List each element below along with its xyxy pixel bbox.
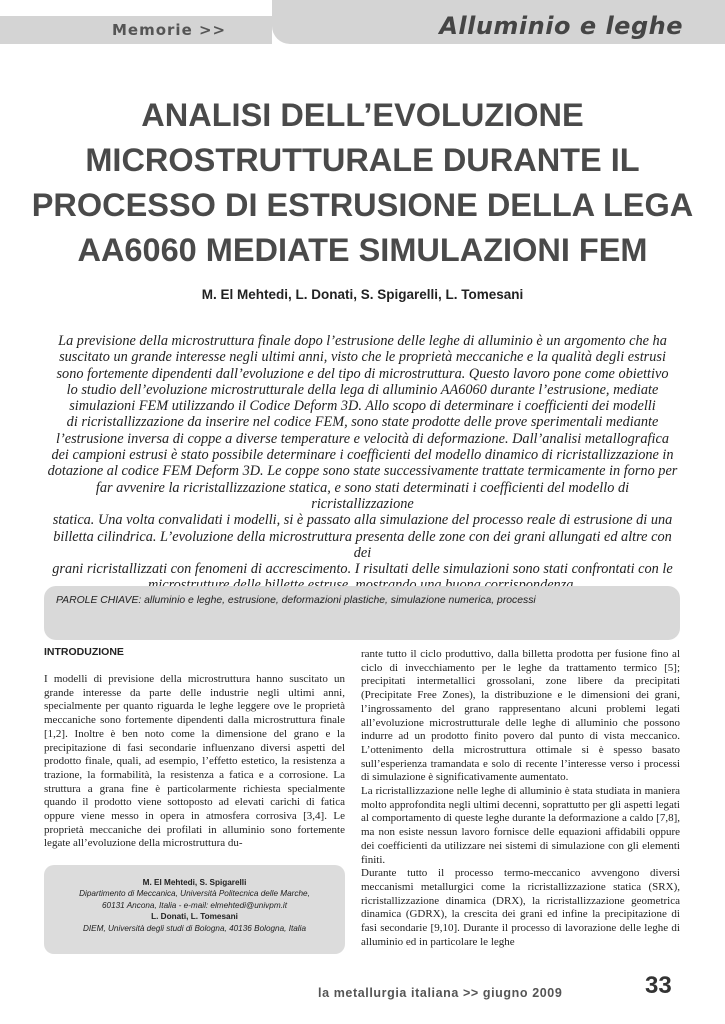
affiliation-line: Dipartimento di Meccanica, Università Politecnica delle Marche, — [79, 889, 310, 899]
body-paragraph: La ricristallizzazione nelle leghe di alluminio è stata studiata in maniera molto approfondita negli ultimi decenni, soprattutto per gli aspetti legati al comportamento di queste leghe durante la deformazione a caldo [7,8], ma non esiste nessun lavoro fornisce delle equazioni affidabili oppure dei coefficienti da utilizzare nei sistemi di simulazione con gli elementi finiti. — [361, 785, 680, 866]
abstract-line: sono fortemente dipendenti dall’evoluzione e del tipo di microstruttura. Questo lavoro pone come obiettivo — [56, 365, 669, 382]
keywords-box — [44, 586, 680, 640]
affiliation-authors: M. El Mehtedi, S. Spigarelli — [142, 878, 247, 887]
title-line: AA6060 MEDIATE SIMULAZIONI FEM — [77, 232, 648, 268]
affiliation-line: 60131 Ancona, Italia - e-mail: elmehtedi@univpm.it — [101, 900, 288, 910]
journal-footer: la metallurgia italiana >> giugno 2009 — [318, 986, 563, 1000]
keywords: PAROLE CHIAVE: alluminio e leghe, estrusione, deformazioni plastiche, simulazione numerica, processi — [56, 595, 536, 606]
body-paragraph: Durante tutto il processo termo-meccanico avvengono diversi meccanismi metallurgici come la ricristallizzazione statica (SRX), ricristallizzazione dinamica (DRX), la ricristallizzazione geometrica dinamica (GDRX), la crescita dei grani ed infine la precipitazione di fasi secondarie [9,10]. Durante il processo di lavorazione delle leghe di alluminio ed in particolare le leghe — [361, 867, 680, 948]
abstract-line: dotazione al codice FEM Deform 3D. Le coppe sono state successivamente trattate termicamente in forno per — [47, 463, 678, 480]
abstract-line: lo studio dell’evoluzione microstrutturale della lega di alluminio AA6060 durante l’estrusione, mediate — [66, 381, 659, 398]
body-column-left — [44, 673, 345, 851]
body-column-right — [361, 648, 680, 949]
abstract — [46, 333, 679, 594]
body-paragraph: rante tutto il ciclo produttivo, dalla billetta prodotta per fusione fino al ciclo di invecchiamento per le leghe da trattamento termico [5]; precipitati intermetallici grossolani, zone libere da precipitati (Precipitate Free Zones), la distribuzione e le dimensioni dei grani, l’ingrossamento del grano rappresentano alcuni problemi legati all’evoluzione microstrutturale delle leghe di alluminio che possono indurre ad un prodotto finito povero dal punto di vista meccanico. L’ottenimento della microstruttura ottimale si è spesso basato sull’esperienza tramandata e solo di recente l’interesse verso i processi di simulazione è significativamente aumentato. — [361, 648, 680, 784]
article-authors: M. El Mehtedi, L. Donati, S. Spigarelli, L. Tomesani — [201, 287, 524, 302]
abstract-line: dei campioni estrusi è stato possibile determinare i coefficienti del modello dinamico di ricristallizzazione in — [51, 447, 674, 464]
body-paragraph: I modelli di previsione della microstruttura hanno suscitato un grande interesse da parte delle industrie negli ultimi anni, specialmente per quanto riguarda le leghe leggere ove le proprietà meccaniche sono fortemente dipendenti dalla microstruttura finale [1,2]. Inoltre è ben noto come la dimensione del grano e la precipitazione di fasi secondarie influenzano diversi aspetti del prodotto finale, quali, ad esempio, l’effetto estetico, la resistenza a trazione, la formabilità, la resistenza a fatica e a corrosione. La struttura a grana fine è particolarmente richiesta specialmente quando il prodotto viene sottoposto ad elevati carichi di fatica oppure viene messo in opera in atmosfera corrosiva [3,4]. Le proprietà meccaniche dei profilati in alluminio sono fortemente legate all’evoluzione della microstruttura du- — [44, 673, 345, 850]
affiliation-box — [44, 865, 345, 954]
abstract-line: La previsione della microstruttura finale dopo l’estrusione delle leghe di alluminio è un argomento che ha — [58, 333, 667, 349]
title-line: ANALISI DELL’EVOLUZIONE — [141, 97, 584, 133]
affiliation-authors: L. Donati, L. Tomesani — [151, 912, 238, 922]
abstract-line: di ricristallizzazione da inserire nel codice FEM, sono state prodotte delle prove sperimentali mediante — [66, 414, 659, 431]
section-heading-introduzione: INTRODUZIONE — [44, 646, 124, 658]
abstract-line: grani ricristallizzati con fenomeni di accrescimento. I risultati delle simulazioni sono stati confrontati con le — [52, 561, 673, 578]
affiliation-line: DIEM, Università degli studi di Bologna, 40136 Bologna, Italia — [82, 923, 306, 933]
title-line: MICROSTRUTTURALE DURANTE IL — [85, 142, 640, 178]
affiliation-text — [44, 877, 345, 934]
abstract-line: statica. Una volta convalidati i modelli, si è passato alla simulazione del processo reale di estrusione di una — [52, 512, 673, 529]
abstract-line: suscitato un grande interesse negli ultimi anni, visto che le proprietà meccaniche e la qualità degli estrusi — [59, 349, 666, 366]
abstract-line: billetta cilindrica. L’evoluzione della microstruttura presenta delle zone con dei grani allungati ed altre con dei — [53, 528, 672, 561]
abstract-line: far avvenire la ricristallizzazione statica, e sono stati determinati i coefficienti del modello di ricristallizzazione — [95, 479, 630, 512]
title-line: PROCESSO DI ESTRUSIONE DELLA LEGA — [31, 187, 694, 223]
header-section-title: Alluminio e leghe — [439, 12, 683, 40]
abstract-line: simulazioni FEM utilizzando il Codice Deform 3D. Allo scopo di determinare i coefficienti dei modelli — [69, 398, 656, 415]
header-series-label: Memorie >> — [112, 21, 227, 39]
article-title — [28, 93, 697, 273]
abstract-line: l’estrusione inversa di coppe a diverse temperature e velocità di deformazione. Dall’analisi metallografica — [56, 430, 669, 447]
page-number: 33 — [645, 972, 672, 999]
